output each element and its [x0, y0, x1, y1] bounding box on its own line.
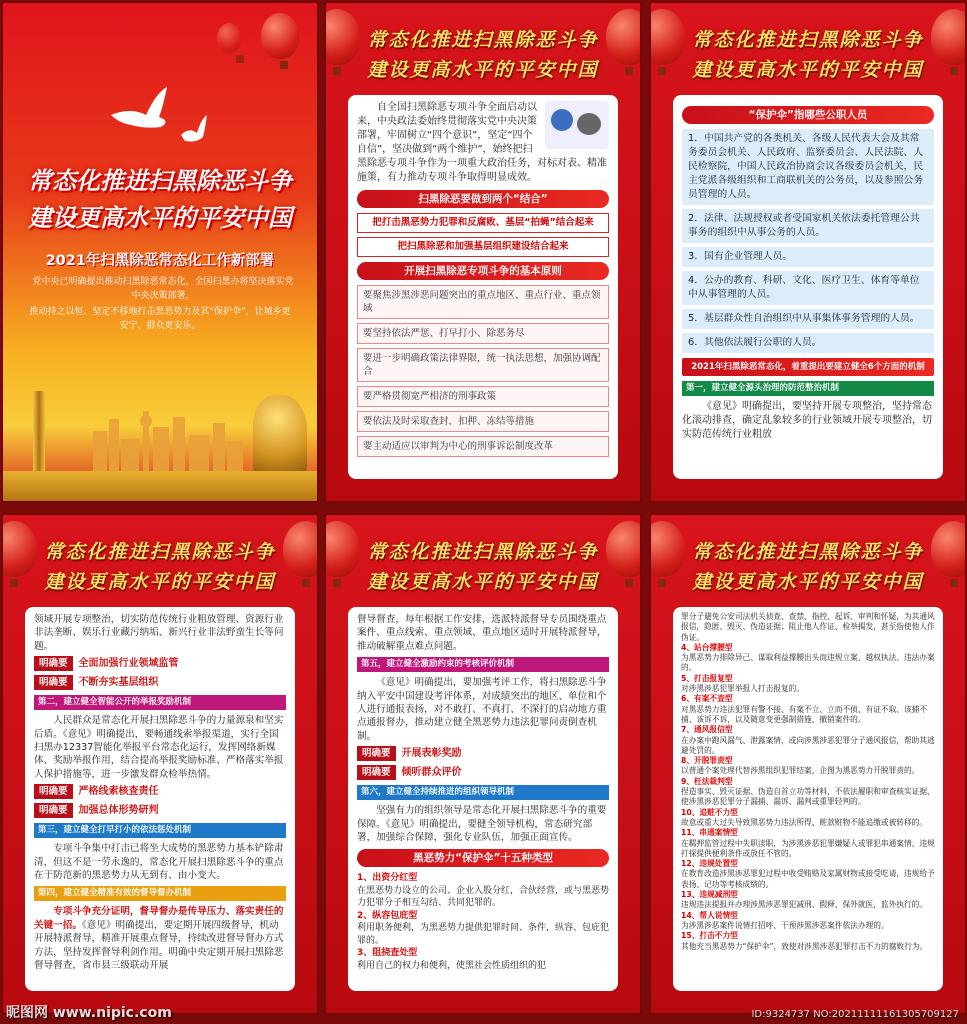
requirement-row [34, 784, 286, 800]
umbrella-type-title: 1、出资分红型 [357, 873, 418, 884]
header-line2: 建设更高水平的平安中国 [692, 571, 924, 593]
content-card [348, 95, 618, 479]
requirement-row [34, 803, 286, 819]
principle-item: 要严格贯彻宽严相济的刑事政策 [357, 386, 609, 407]
city-skyline-illustration [93, 391, 243, 471]
official-type-item: 6．其他依法履行公职的人员。 [682, 333, 934, 353]
requirement-tag: 明确要 [34, 784, 73, 799]
panel-six-umbrella-types [650, 514, 966, 1014]
section-text: 《意见》明确提出，要坚持开展专项整治，坚持常态化滚动排查，确定乱象较多的行业领域开展专项整治，切实防范传统行业粗放 [682, 401, 932, 440]
cover-paragraph-1: 党中央已明确提出推动扫黑除恶常态化，全国扫黑办将坚决落实党中央决策部署， [32, 277, 294, 301]
combination-item: 把打击黑恶势力犯罪和反腐败、基层“拍蝇”结合起来 [357, 213, 609, 233]
cover-subtitle: 2021年扫黑除恶常态化工作新部署 [45, 253, 275, 269]
section-heading: 第四，建立健全精准有效的督导督办机制 [34, 886, 286, 901]
requirement-row [357, 746, 609, 762]
panel-header [326, 25, 640, 85]
umbrella-type-title: 8、开脱罪责型 [681, 756, 733, 766]
panel-header [326, 537, 640, 597]
umbrella-type-title: 13、违规减刑型 [681, 890, 738, 900]
umbrella-type-title: 2、纵容包庇型 [357, 910, 418, 921]
header-line1: 常态化推进扫黑除恶斗争 [692, 29, 924, 51]
header-line2: 建设更高水平的平安中国 [367, 59, 599, 81]
panel-header [651, 25, 965, 85]
panel-five-mechanisms [325, 514, 641, 1014]
umbrella-type-text: 以普通个案处理代替涉黑组织犯罪结案，企图为黑恶势力开脱罪责的。 [681, 766, 920, 776]
principle-item: 要主动适应以审判为中心的刑事诉讼制度改革 [357, 436, 609, 457]
panel-header [651, 537, 965, 597]
lead-text: 罪分子避免公安司法机关侦查、查禁、指控、起诉、审判和怀疑，为其通风报信，隐匿、毁灭、伪造证据；阻止他人作证、检举揭发，甚至指使他人作伪证。 [681, 612, 935, 642]
fifteen-types-heading: 黑恶势力“保护伞”十五种类型 [357, 849, 609, 867]
dove-icon [101, 85, 221, 155]
umbrella-type-title: 14、帮人说情型 [681, 910, 738, 920]
mechanism-banner: 2021年扫黑除恶常态化，着重提出要建立健全6个方面的机制 [682, 358, 934, 376]
umbrella-type-title: 11、串通案情型 [681, 828, 738, 838]
requirement-text: 加强总体形势研判 [78, 805, 159, 817]
section-text [34, 905, 286, 972]
intro-paragraph: 自全国扫黑除恶专项斗争全面启动以来，中央政法委始终贯彻落实党中央决策部署，牢固树立“四个意识”，坚定“四个自信”，坚决做到“两个维护”，始终把扫黑除恶专项斗争作为一项重大政治任务，对标对表、精准施策，有力推动专项斗争取得明显成效。 [357, 102, 607, 183]
umbrella-type-title: 7、通风报信型 [681, 725, 733, 735]
official-type-item: 4．公办的教育、科研、文化、医疗卫生、体育等单位中从事管理的人员。 [682, 271, 934, 305]
balloon-decoration [217, 23, 241, 53]
section-text-body: 《意见》明确提出，要定期开展四级督导，机动开展特派督导，精准开展重点督导，持续改进督导督办方式方法，坚持发挥督导利剑作用。明确中央定期开展扫黑除恶督导督查，省市县三级联动开展 [34, 919, 284, 972]
section-heading: 第三，建立健全打早打小的依法惩处机制 [34, 823, 286, 838]
intro-paragraph: 领域开展专项整治，切实防范传统行业粗放管理、资源行业非法垄断、娱乐行业藏污纳垢、新兴行业非法野蛮生长等问题。 [34, 614, 284, 652]
umbrella-type-text: 其他充当黑恶势力“保护伞”，致使对涉黑涉恶犯罪打击不力的腐败行为。 [681, 941, 928, 951]
principle-item: 要进一步明确政策法律界限，统一执法思想，加强协调配合 [357, 348, 609, 382]
umbrella-type-title: 6、有案不查型 [681, 694, 733, 704]
section-text: 人民群众是常态化开展扫黑除恶斗争的力量源泉和坚实后盾。《意见》明确提出，要畅通线索举报渠道，实行全国扫黑办12337智能化举报平台常态化运行，发挥网络新媒体、奖励举报作用，结合提高举报奖励标准、严格落实举报人保护措施等，进一步激发群众检举热情。 [34, 715, 284, 780]
official-type-item: 5．基层群众性自治组织中从事集体事务管理的人员。 [682, 309, 934, 329]
requirement-text: 倾听群众评价 [401, 767, 462, 779]
header-line1: 常态化推进扫黑除恶斗争 [367, 29, 599, 51]
panel-four-mechanisms [2, 514, 318, 1014]
watermark-right: ID:9324737 NO:20211111161305709127 [751, 1009, 959, 1020]
requirement-tag: 明确要 [357, 746, 396, 761]
requirement-text: 开展表彰奖励 [401, 748, 462, 760]
umbrella-type-title: 15、打击不力型 [681, 931, 738, 941]
section-heading: 第一，建立健全源头治理的防范整治机制 [682, 381, 934, 396]
requirement-text: 严格线索核查责任 [78, 786, 159, 798]
combination-heading: 扫黑除恶要做到两个“结合” [357, 190, 609, 208]
panel-two-combination [325, 2, 641, 502]
combination-item: 把扫黑除恶和加强基层组织建设结合起来 [357, 237, 609, 257]
golden-base [3, 471, 317, 501]
umbrella-type-text: 在教育改造涉黑涉恶罪犯过程中收受贿赂及家属财物或接受吃请，违规给予表扬、记功等考核成绩的。 [681, 869, 935, 889]
principle-item: 要依法及时采取查封、扣押、冻结等措施 [357, 411, 609, 432]
section-text-emphasis: 专项斗争充分证明，督导督办是传导压力、落实责任的关键一招。 [34, 906, 284, 931]
panel-three-protective-umbrella [650, 2, 966, 502]
cover-title-line1: 常态化推进扫黑除恶斗争 [28, 167, 292, 195]
watermark-left: 昵图网 www.nipic.com [6, 1005, 172, 1021]
requirement-tag: 明确要 [34, 803, 73, 818]
section-text: 坚强有力的组织领导是常态化开展扫黑除恶斗争的重要保障。《意见》明确提出，要健全领导机构，常态研究部署，加强综合保障，强化专业队伍，加强正面宣传。 [357, 805, 607, 844]
umbrella-type-title: 5、打击报复型 [681, 673, 733, 683]
content-card [673, 607, 943, 991]
requirement-tag: 明确要 [357, 765, 396, 780]
requirement-row [34, 675, 286, 691]
section-heading: 第二，建立健全智能公开的举报奖励机制 [34, 695, 286, 710]
umbrella-type-title: 10、追赃不力型 [681, 807, 738, 817]
principle-item: 要聚焦涉黑涉恶问题突出的重点地区、重点行业、重点领域 [357, 285, 609, 319]
section-heading: 第五，建立健全激励约束的考核评价机制 [357, 657, 609, 672]
content-card [348, 607, 618, 991]
header-line2: 建设更高水平的平安中国 [44, 571, 276, 593]
umbrella-type-list [357, 872, 609, 972]
umbrella-type-title: 3、阻挠查处型 [357, 948, 418, 959]
official-type-item: 2．法律、法规授权或者受国家机关依法委托管理公共事务的组织中从事公务的人员。 [682, 209, 934, 243]
content-card [673, 95, 943, 479]
requirement-text: 不断夯实基层组织 [78, 677, 159, 689]
official-type-item: 1．中国共产党的各类机关、各级人民代表大会及其常务委员会机关、人民政府、监察委员会、人民法院、人民检察院，中国人民政治协商会议各级委员会机关，民主党派各级组织和工商联机关的公务员，以及参照公务员管理的人员。 [682, 129, 934, 205]
requirement-tag: 明确要 [34, 675, 73, 690]
principle-item: 要坚持依法严惩、打早打小、除恶务尽 [357, 323, 609, 344]
umbrella-type-text: 在羁押监管过程中失职渎职，为涉黑涉恶犯罪嫌疑人或罪犯串通案情、违规打探提供便利条件或放任不管的。 [681, 838, 935, 858]
requirement-row [34, 656, 286, 672]
umbrella-type-text: 违规违法提报并办理涉黑涉恶罪犯减刑、假释、保外就医，监外执行的。 [681, 900, 928, 910]
umbrella-type-title: 4、站台撑腰型 [681, 642, 733, 652]
umbrella-type-text: 在办案中跑风漏气、泄露案情，或向涉黑涉恶犯罪分子通风报信，帮助其逃避处罚的。 [681, 735, 935, 755]
cover-paragraph-2: 推动持之以恒、坚定不移地打击黑恶势力及其“保护伞”，让城乡更安宁、群众更安乐。 [29, 307, 291, 331]
requirement-text: 全面加强行业领域监管 [78, 658, 179, 670]
content-card [25, 607, 295, 991]
umbrella-type-title: 9、枉法裁判型 [681, 776, 733, 786]
umbrella-type-text: 对黑恶势力违法犯罪有警不接、有案不立、立而不侦、有证不取、该捕不捕、该诉不诉，以及随意变更强制措施、撤销案件的。 [681, 704, 928, 724]
umbrella-heading: “保护伞”指哪些公职人员 [682, 106, 934, 124]
header-line1: 常态化推进扫黑除恶斗争 [44, 541, 276, 563]
header-line1: 常态化推进扫黑除恶斗争 [692, 541, 924, 563]
cover-title-line2: 建设更高水平的平安中国 [28, 204, 292, 232]
umbrella-type-title: 12、违规处置型 [681, 859, 738, 869]
header-line2: 建设更高水平的平安中国 [367, 571, 599, 593]
umbrella-type-text: 对涉黑涉恶犯罪举报人打击报复的。 [681, 684, 805, 694]
requirement-row [357, 765, 609, 781]
police-cartoon-illustration [545, 101, 609, 149]
panel-header [3, 537, 317, 597]
principles-heading: 开展扫黑除恶专项斗争的基本原则 [357, 262, 609, 280]
section-text: 《意见》明确提出，要加强考评工作，将扫黑除恶斗争纳入平安中国建设考评体系，对成绩突出的地区、单位和个人进行通报表扬，对不敢打、不真打、不深打的启动地方重点通报督办，推动建立健全黑恶势力违法犯罪问责倒查机制。 [357, 677, 607, 742]
umbrella-type-text: 故意或重大过失导致黑恶势力违法所得、赃款赃物不能追缴或被转移的。 [681, 817, 928, 827]
section-text: 专项斗争集中打击已将坐大成势的黑恶势力基本铲除肃清，但这不是一劳永逸的，常态化开展扫黑除恶斗争的重点在于防范新的黑恶势力从无到有、由小变大。 [34, 843, 284, 882]
umbrella-type-text: 在黑恶势力设立的公司、企业入股分红，合伙经营，或与黑恶势力犯罪分子相互勾结、共同犯罪的。 [357, 885, 610, 909]
umbrella-type-text: 利用自己的权力和便利，使黑社会性质组织的犯 [357, 960, 547, 971]
stone-lion-decoration [253, 395, 307, 473]
umbrella-type-text: 利用职务便利，为黑恶势力提供犯罪时间、条件，纵容、包庇犯罪的。 [357, 923, 610, 946]
umbrella-type-text: 捏造事实、毁灭证据、伪造自首立功等材料，不依法履职和审查核实证据，使涉黑涉恶犯罪分子漏捕、漏诉、漏判或重罪轻判的。 [681, 787, 935, 807]
umbrella-type-text: 为涉黑涉恶案件说情打招呼、干预涉黑涉恶案件依法办理的。 [681, 920, 889, 930]
cover-panel [2, 2, 318, 502]
intro-paragraph: 督导督查，每年根据工作安排，选派特派督导专员围绕重点案件、重点线索、重点领域、重点地区适时开展特派督导，推动破解重点难点问题。 [357, 614, 607, 652]
official-type-item: 3．国有企业管理人员。 [682, 247, 934, 267]
umbrella-type-text: 为黑恶势力排除异己、谋取利益撑腰出头而违规立案、越权执法、违法办案的。 [681, 653, 935, 673]
section-heading: 第六，建立健全持续推进的组织领导机制 [357, 785, 609, 800]
requirement-tag: 明确要 [34, 656, 73, 671]
header-line1: 常态化推进扫黑除恶斗争 [367, 541, 599, 563]
cover-title [3, 163, 317, 237]
header-line2: 建设更高水平的平安中国 [692, 59, 924, 81]
balloon-decoration [261, 13, 299, 59]
